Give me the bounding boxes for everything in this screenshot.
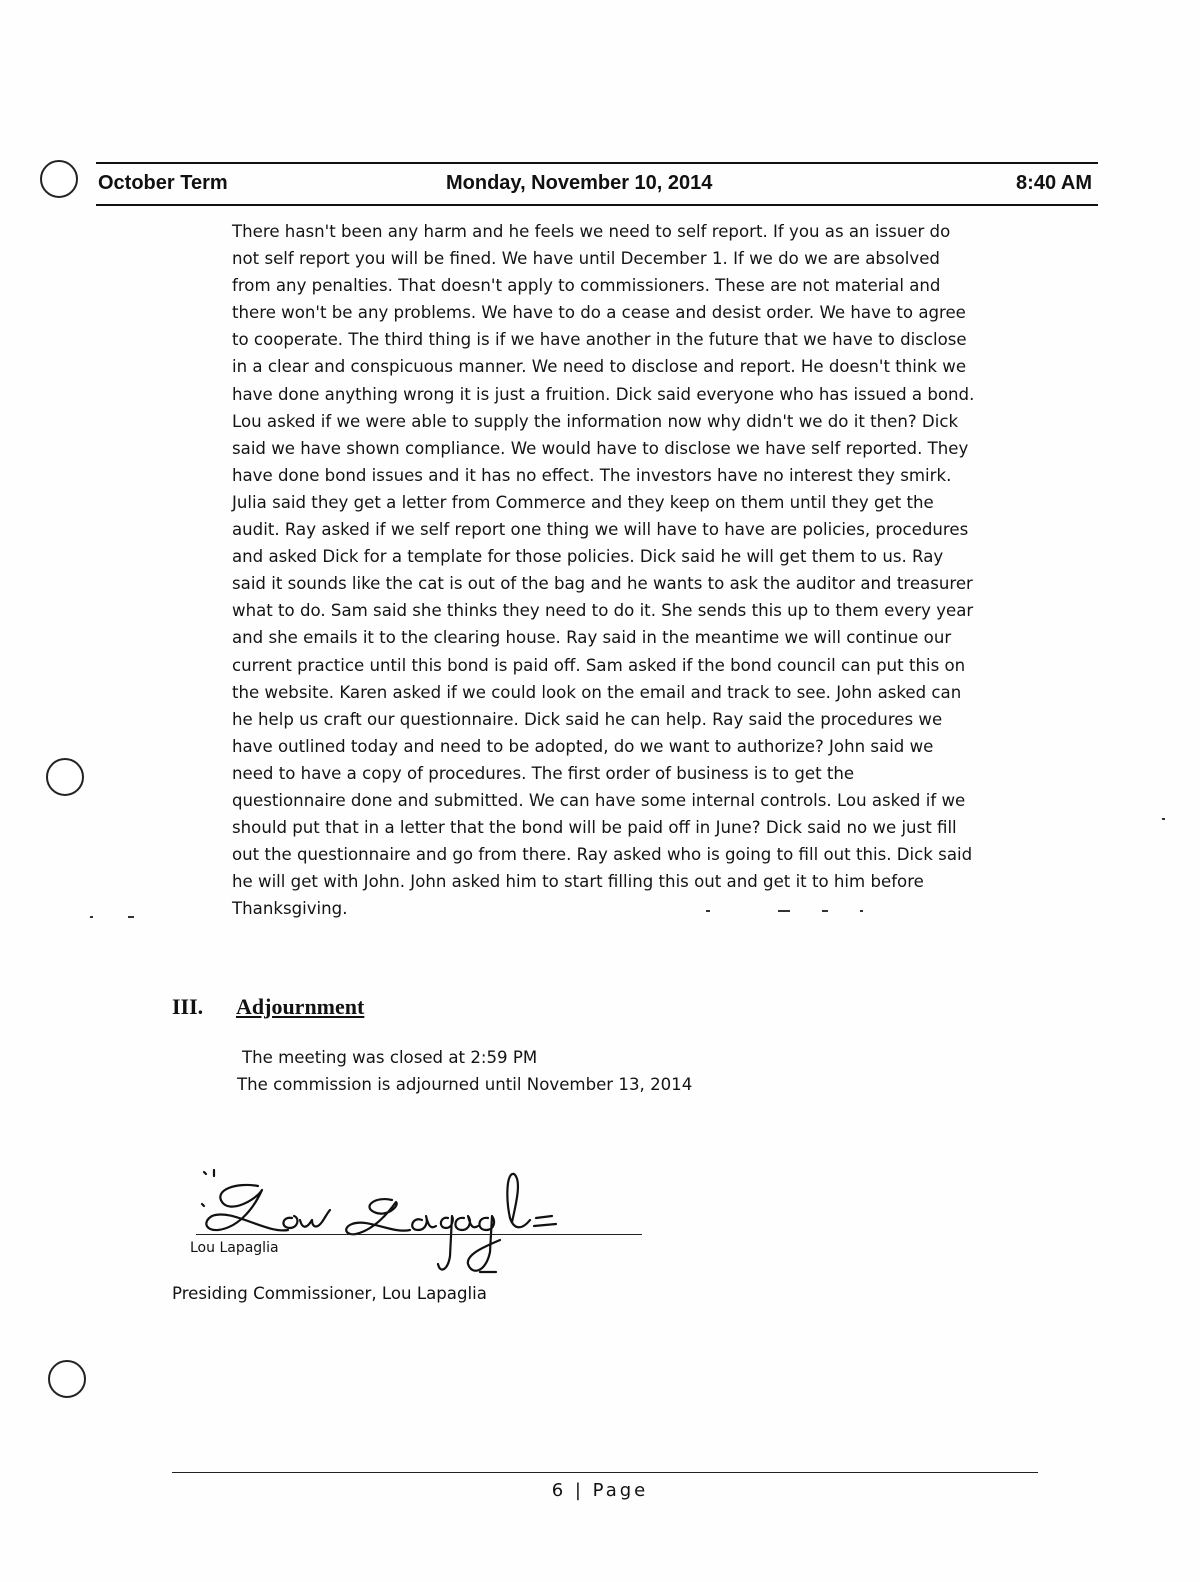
- binder-hole-bottom: [48, 1360, 86, 1398]
- scan-speck: [1162, 818, 1165, 820]
- body-line: and she emails it to the clearing house. Ray said in the meantime we will continue our: [232, 628, 952, 648]
- scan-speck: [90, 916, 93, 918]
- scan-speck: [128, 916, 134, 918]
- body-line: There hasn't been any harm and he feels we need to self report. If you as an issuer do: [232, 222, 951, 241]
- body-line: audit. Ray asked if we self report one thing we will have to have are policies, procedures: [232, 520, 969, 540]
- body-line: have outlined today and need to be adopted, do we want to authorize? John said we: [232, 736, 934, 756]
- binder-hole-top: [40, 160, 78, 198]
- minutes-body-text: [232, 218, 1032, 922]
- header-date: Monday, November 10, 2014: [446, 172, 713, 194]
- body-line: from any penalties. That doesn't apply to commissioners. These are not material and: [232, 276, 941, 296]
- body-line: need to have a copy of procedures. The first order of business is to get the: [232, 763, 855, 783]
- body-line: the website. Karen asked if we could look on the email and track to see. John asked can: [232, 682, 962, 702]
- body-line: have done anything wrong it is just a fruition. Dick said everyone who has issued a bond.: [232, 384, 975, 404]
- section-heading: [172, 994, 364, 1020]
- body-line: Julia said they get a letter from Commerce and they keep on them until they get the: [232, 492, 934, 512]
- body-line: Lou asked if we were able to supply the information now why didn't we do it then? Dick: [232, 411, 959, 431]
- scan-speck: [822, 910, 828, 912]
- section-number: III.: [172, 994, 204, 1019]
- body-line: he will get with John. John asked him to start filling this out and get it to him before: [232, 872, 924, 892]
- body-line: there won't be any problems. We have to do a cease and desist order. We have to agree: [232, 303, 966, 323]
- body-line: said it sounds like the cat is out of the bag and he wants to ask the auditor and treasurer: [232, 574, 973, 594]
- body-line: current practice until this bond is paid off. Sam asked if the bond council can put this on: [232, 655, 966, 675]
- handwritten-signature: [196, 1160, 656, 1280]
- signature-title: Presiding Commissioner, Lou Lapaglia: [172, 1284, 487, 1303]
- scan-speck: [706, 910, 710, 912]
- meeting-closed-line: The meeting was closed at 2:59 PM: [242, 1048, 538, 1067]
- body-line: and asked Dick for a template for those policies. Dick said he will get them to us. Ray: [232, 547, 944, 567]
- body-line: have done bond issues and it has no effect. The investors have no interest they smirk.: [232, 465, 952, 485]
- header-rule-top: [96, 162, 1098, 164]
- body-line: Thanksgiving.: [232, 899, 348, 919]
- binder-hole-middle: [46, 758, 84, 796]
- header-term: October Term: [98, 172, 228, 194]
- body-line: he help us craft our questionnaire. Dick said he can help. Ray said the procedures we: [232, 709, 943, 729]
- footer-rule: [172, 1472, 1038, 1473]
- body-line: said we have shown compliance. We would have to disclose we have self reported. They: [232, 438, 969, 458]
- section-title: Adjournment: [236, 994, 365, 1019]
- body-line: in a clear and conspicuous manner. We need to disclose and report. He doesn't think we: [232, 357, 967, 377]
- body-line: what to do. Sam said she thinks they need to do it. She sends this up to them every year: [232, 601, 974, 621]
- signature-line: [196, 1234, 642, 1235]
- body-line: not self report you will be fined. We have until December 1. If we do we are absolved: [232, 249, 940, 269]
- body-line: out the questionnaire and go from there. Ray asked who is going to fill out this. Dick said: [232, 845, 973, 865]
- body-line: to cooperate. The third thing is if we have another in the future that we have to disclose: [232, 330, 967, 350]
- body-line: questionnaire done and submitted. We can have some internal controls. Lou asked if we: [232, 790, 966, 810]
- signature-printed-name: Lou Lapaglia: [190, 1240, 279, 1256]
- header-time: 8:40 AM: [1016, 172, 1092, 194]
- header-rule-bottom: [96, 204, 1098, 206]
- body-line: should put that in a letter that the bond will be paid off in June? Dick said no we just fill: [232, 818, 957, 838]
- scan-speck: [778, 910, 790, 912]
- page-number: 6 | Page: [551, 1480, 649, 1501]
- scan-speck: [860, 910, 863, 912]
- adjourned-until-line: The commission is adjourned until November 13, 2014: [237, 1075, 693, 1094]
